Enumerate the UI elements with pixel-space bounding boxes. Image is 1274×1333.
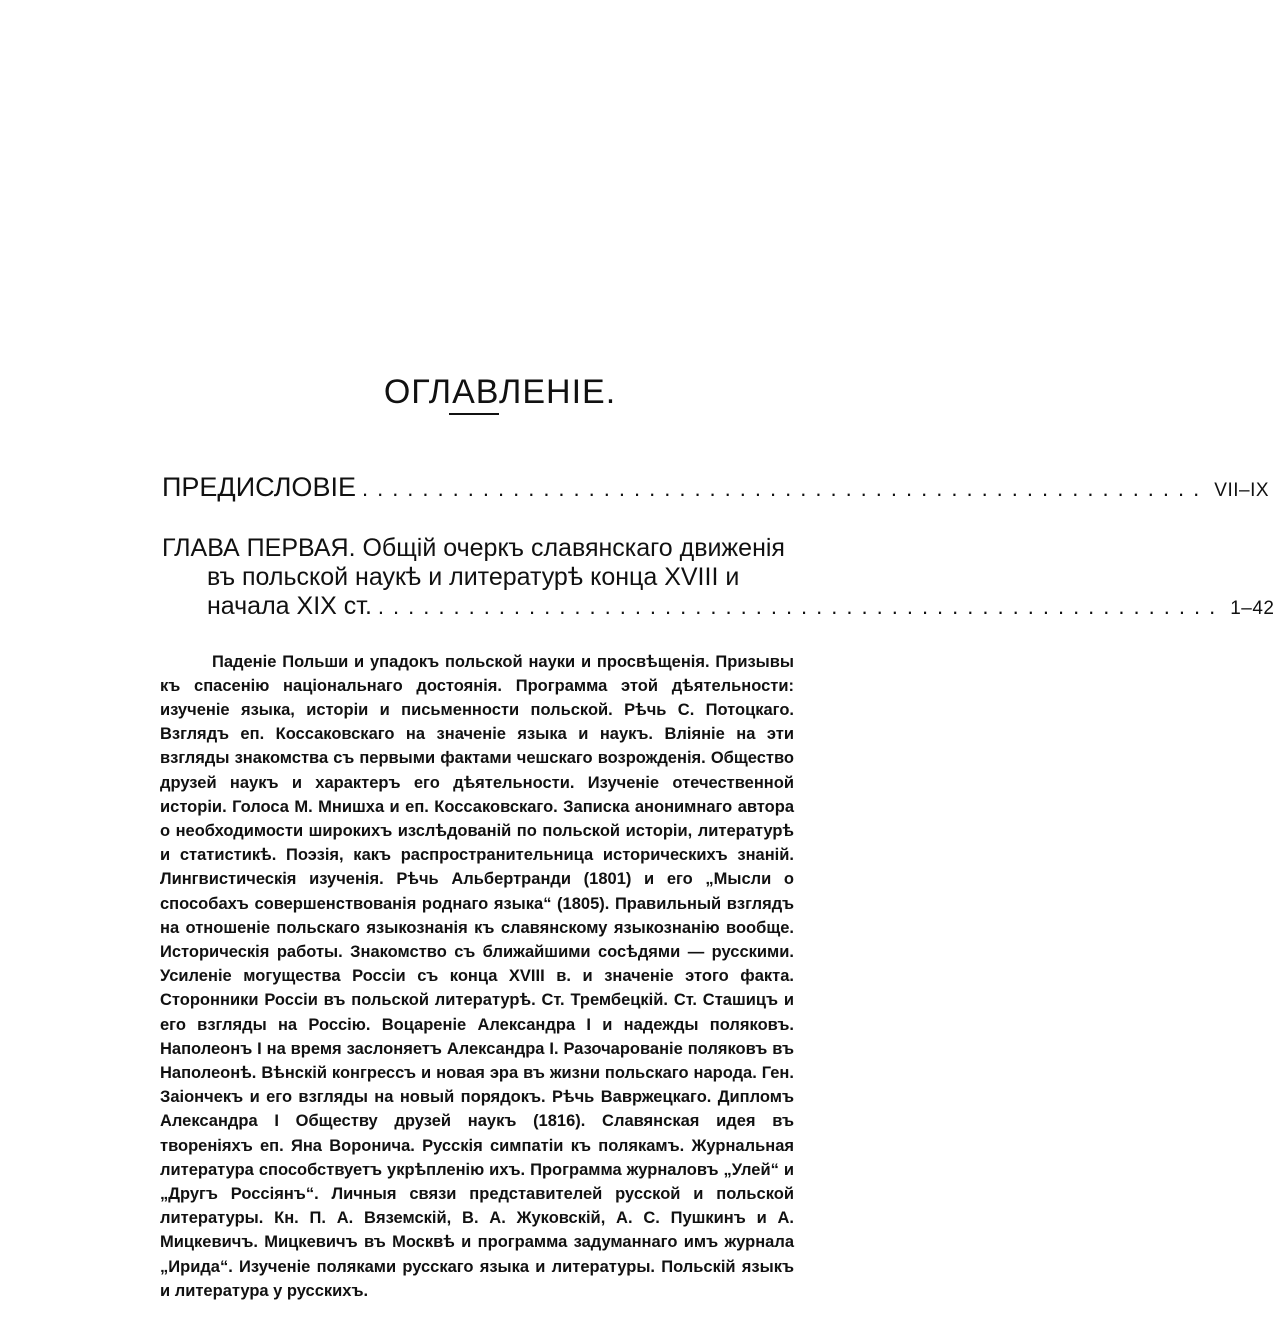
page-title: ОГЛАВЛЕНІЕ.: [383, 372, 617, 411]
chapter-1-pages: 1–42: [1230, 598, 1274, 619]
title-divider: [449, 413, 499, 415]
toc-entry-chapter-1: [162, 534, 1274, 623]
preface-line: [162, 472, 1270, 503]
preface-pages: VII–IX: [1214, 480, 1270, 501]
toc-entry-preface: [162, 472, 1270, 503]
chapter-1-summary: Паденіе Польши и упадокъ польской науки и просвѣщенія. Призывы къ спасенію національнаго достоянія. Программа этой дѣятельности: изученіе языка, исторіи и письменности польской. Рѣчь С. Потоцкаго. Взглядъ еп. Коссаковскаго на значеніе языка и наукъ. Вліяніе на эти взгляды знакомства съ первыми фактами чешскаго возрожденія. Общество друзей наукъ и характеръ его дѣятельности. Изученіе отечественной исторіи. Голоса М. Мнишха и еп. Коссаковскаго. Записка анонимнаго автора о необходимости широкихъ изслѣдованій по польской исторіи, литературѣ и статистикѣ. Поэзія, какъ распространительница историческихъ знаній. Лингвистическія изученія. Рѣчь Альбертранди (1801) и его „Мысли о способахъ совершенствованія роднаго языка“ (1805). Правильный взглядъ на отношеніе польскаго языкознанія къ славянскому языкознанію вообще. Историческія работы. Знакомство съ ближайшими сосѣдями — русскими. Усиленіе могущества Россіи съ конца XVIII в. и значеніе этого факта. Сторонники Россіи въ польской литературѣ. Ст. Трембецкій. Ст. Сташицъ и его взгляды на Россію. Воцареніе Александра I и надежды поляковъ. Наполеонъ I на время заслоняетъ Александра I. Разочарованіе поляковъ въ Наполеонѣ. Вѣнскій конгрессъ и новая эра въ жизни польскаго народа. Ген. Заіончекъ и его взгляды на новый порядокъ. Рѣчь Вавржецкаго. Дипломъ Александра I Обществу друзей наукъ (1816). Славянская идея въ твореніяхъ еп. Яна Воронича. Русскія симпатіи къ полякамъ. Журнальная литература способствуетъ укрѣпленію ихъ. Программа журналовъ „Улей“ и „Другъ Россіянъ“. Личныя связи представителей русской и польской литературы. Кн. П. А. Вяземскій, В. А. Жуковскій, А. С. Пушкинъ и А. Мицкевичъ. Мицкевичъ въ Москвѣ и программа задуманнаго имъ журнала „Ирида“. Изученіе поляками русскаго языка и литературы. Польскій языкъ и литература у русскихъ.: [160, 652, 794, 1300]
preface-label: ПРЕДИСЛОВІЕ: [162, 472, 356, 502]
dot-leader: ........................................................: [361, 476, 1209, 501]
chapter-1-heading-line-2: въ польской наукѣ и литературѣ конца XVIII и: [207, 563, 740, 591]
dot-leader: ........................................................: [377, 594, 1225, 619]
chapter-1-heading-line-3: [162, 592, 1274, 623]
chapter-1-heading-line-1: ГЛАВА ПЕРВАЯ. Общій очеркъ славянскаго движенія: [162, 534, 785, 562]
chapter-1-heading-end: начала XIX ст.: [207, 592, 372, 620]
